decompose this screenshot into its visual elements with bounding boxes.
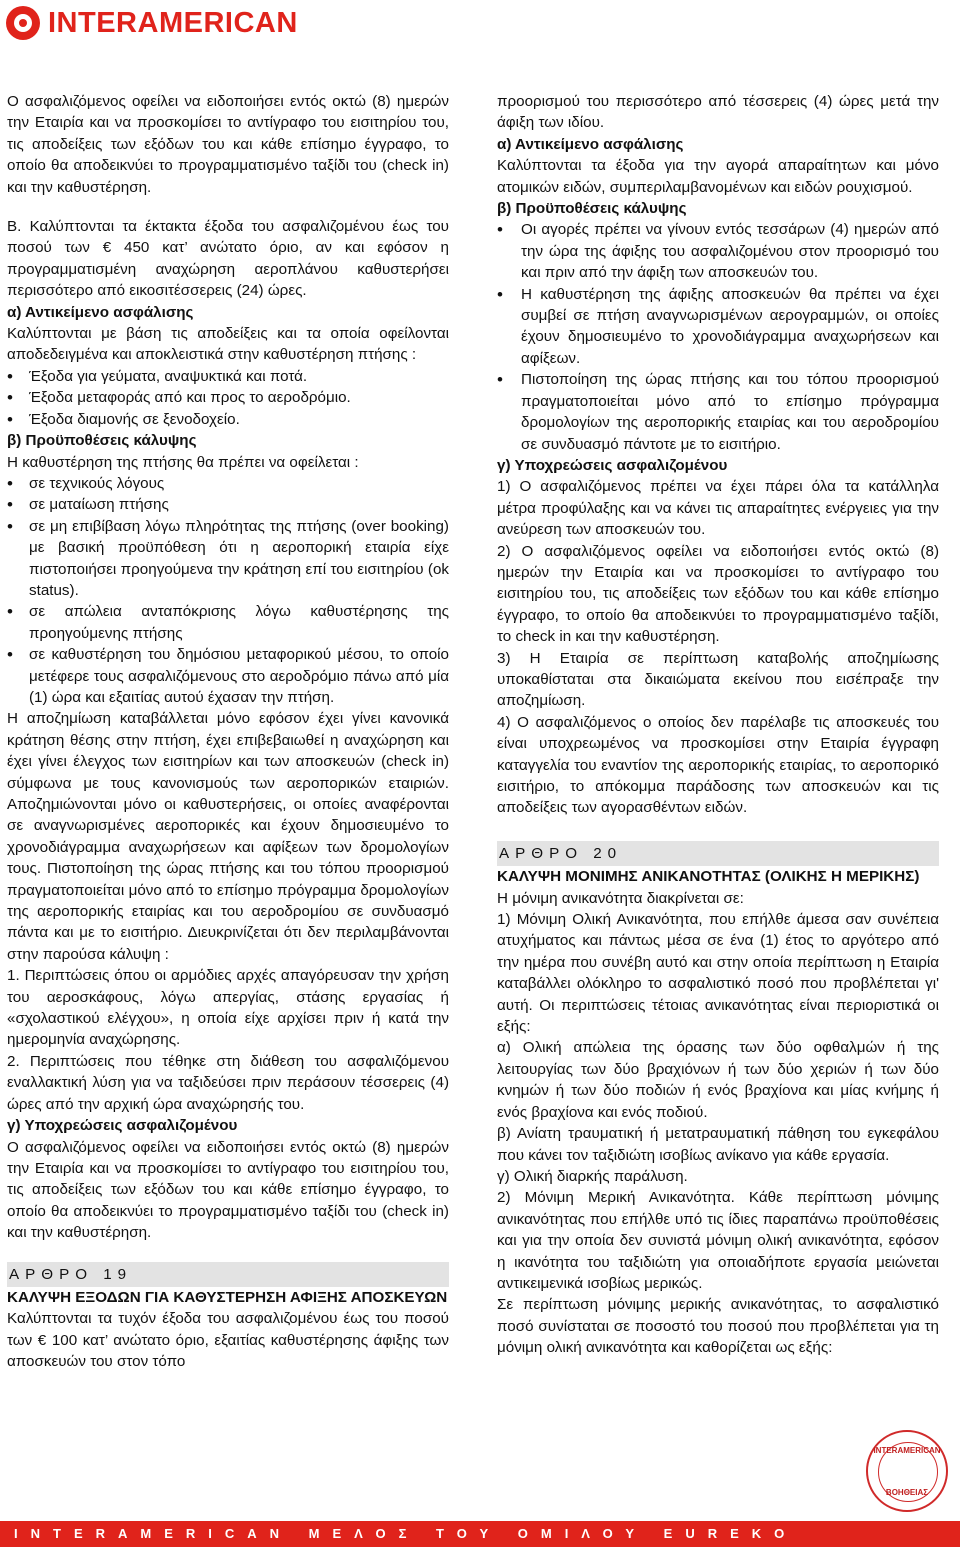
paragraph: 2. Περιπτώσεις που τέθηκε στη διάθεση του ασφαλιζόμενου εναλλακτική λύση για να ταξιδεύσει πριν περάσουν τέσσερεις (4) ώρες από την αρχική ώρα αναχώρησής του. [7,1052,449,1113]
seal-bottom-text: ΒΟΗΘΕΙΑΣ [885,1488,929,1497]
right-column [497,91,939,1359]
seal-top-text: INTERAMERICAN [873,1446,941,1455]
logo-text: INTERAMERICAN [48,6,298,39]
paragraph: Σε περίπτωση μόνιμης μερικής ανικανότητας, το ασφαλιστικό ποσό συνίσταται σε ποσοστό του ποσού που προβλέπεται για τη μόνιμη ολική ανικανότητα και καθορίζεται ως εξής: [497,1296,939,1357]
paragraph: Η μόνιμη ανικανότητα διακρίνεται σε: [497,889,744,907]
paragraph: Ο ασφαλιζόμενος οφείλει να ειδοποιήσει εντός οκτώ (8) ημερών την Εταιρία και να προσκομίσει το αντίγραφο του εισιτηρίου του, τις αποδείξεις των εξόδων του και κάθε επίσημο έγγραφο, το οποίο θα αποδεικνύει το προγραμματισμένο ταξίδι του (check in) και την καθυστέρηση. [7,1138,449,1242]
list-item: • Έξοδα διαμονής σε ξενοδοχείο. [7,409,449,430]
section-heading: β) Προϋποθέσεις κάλυψης [497,200,687,218]
list-item: • σε τεχνικούς λόγους [7,473,449,494]
paragraph: 1) Μόνιμη Ολική Ανικανότητα, που επήλθε άμεσα σαν συνέπεια ατυχήματος και πάντως μέσα σε ένα (1) έτος το αργότερο από την ημέρα που συνέβη αυτό και στην οποία περίπτωση η Εταιρία καταβάλλει ολόκληρο το ασφαλιστικό ποσό που προβλέπεται γι' αυτή. Οι περιπτώσεις τέτοιας ανικανότητας είναι περιοριστικά οι εξής: [497,911,939,1036]
list-item: • σε ματαίωση πτήσης [7,494,449,515]
paragraph: Καλύπτονται τα τυχόν έξοδα του ασφαλιζομένου έως του ποσού των € 100 κατ’ ανώτατο όριο, εξαιτίας καθυστέρησης άφιξης των αποσκευών του στον τόπο [7,1310,449,1371]
paragraph: Ο ασφαλιζόμενος οφείλει να ειδοποιήσει εντός οκτώ (8) ημερών την Εταιρία και να προσκομίσει το αντίγραφο του εισιτηρίου του, τις αποδείξεις των εξόδων του και κάθε επίσημο έγγραφο, το οποίο θα αποδεικνύει το προγραμματισμένο ταξίδι του (check in) και την καθυστέρηση. [7,93,449,196]
bullet-list [7,366,449,430]
list-item: • Έξοδα για γεύματα, αναψυκτικά και ποτά. [7,366,449,387]
paragraph: Καλύπτονται με βάση τις αποδείξεις και τα οποία οφείλονται αποδεδειγμένα και αποκλειστικά στην καθυστέρηση πτήσης : [7,325,449,364]
paragraph: Η αποζημίωση καταβάλλεται μόνο εφόσον έχει γίνει κανονικά κράτηση θέσης στην πτήση, έχει επιβεβαιωθεί η αναχώρηση και έχει γίνει έλεγχος των εισιτηρίων και των αποσκευών (check in) σύμφωνα με τους κανονισμούς των αεροπορικών εταιριών. Αποζημιώνονται μόνο οι καθυστερήσεις, οι οποίες αναφέρονται σε αναγνωρισμένες αεροπορικές και έχουν δημοσιευμένο το χρονοδιάγραμμα αναχωρήσεων και αφίξεων των δρομολογίων τους. Πιστοποίηση της ώρας πτήσης και του τόπου προορισμού πραγματοποιείται μόνο από το επίσημο πρόγραμμα δρομολογίων της αεροπορικής εταιρίας και του αεροδρομίου σε συνδυασμό πάντα και με το εισιτήριο. Διευκρινίζεται ότι δεν περιλαμβάνονται στην παρούσα κάλυψη : [7,710,449,963]
list-item: • σε καθυστέρηση του δημόσιου μεταφορικού μέσου, το οποίο μετέφερε τους ασφαλιζόμενους στο αεροδρόμιο πάνω από μία (1) ώρα και εξαιτίας αυτού έχασαν την πτήση. [7,644,449,708]
paragraph: Καλύπτονται τα έξοδα για την αγορά απαραίτητων και μόνο ατομικών ειδών, συμπεριλαμβανομένων και ειδών ρουχισμού. [497,157,939,196]
list-item: • Πιστοποίηση της ώρας πτήσης και του τόπου προορισμού πραγματοποιείται μόνο από το επίσημο πρόγραμμα δρομολογίων της αεροπορικής εταιρίας και του αεροδρομίου σε συνδυασμό πάντοτε με το εισιτήριο. [497,369,939,455]
paragraph: Η καθυστέρηση της πτήσης θα πρέπει να οφείλεται : [7,453,359,471]
section-heading: γ) Υποχρεώσεις ασφαλιζομένου [7,1117,238,1135]
paragraph: γ) Ολική διαρκής παράλυση. [497,1167,688,1185]
section-heading: α) Αντικείμενο ασφάλισης [7,303,194,321]
company-logo [6,6,298,40]
logo-mark-icon [6,6,40,40]
paragraph: 2) Ο ασφαλιζόμενος οφείλει να ειδοποιήσει εντός οκτώ (8) ημερών την Εταιρία και να προσκομίσει το αντίγραφο του εισιτηρίου του, τις αποδείξεις των εξόδων του και κάθε επίσημο έγγραφο, το οποίο θα αποδεικνύει το προγραμματισμένο ταξίδι, το check in και την καθυστέρηση. [497,542,939,646]
paragraph: προορισμού του περισσότερο από τέσσερεις (4) ώρες μετά την άφιξη των ιδίου. [497,93,939,132]
paragraph: 2) Μόνιμη Μερική Ανικανότητα. Κάθε περίπτωση μόνιμης ανικανότητας που επήλθε υπό τις ίδιες παραπάνω προϋποθέσεις και για την οποία δεν συνιστά μόνιμη ολική ανικανότητα, εφόσον η ικανότητα του ταξιδιώτη για οποιαδήποτε εργασία μειώνεται αντικειμενικά ισοβίως μερικώς. [497,1189,939,1292]
paragraph: 1) Ο ασφαλιζόμενος πρέπει να έχει πάρει όλα τα κατάλληλα μέτρα προφύλαξης και να κάνει τις απαραίτητες ενέργειες για την ανεύρεση των αποσκευών του. [497,478,939,539]
list-item: • Έξοδα μεταφοράς από και προς το αεροδρόμιο. [7,387,449,408]
article-title: ΚΑΛΥΨΗ ΕΞΟΔΩΝ ΓΙΑ ΚΑΘΥΣΤΕΡΗΣΗ ΑΦΙΞΗΣ ΑΠΟΣΚΕΥΩΝ [7,1288,448,1306]
list-item: • Οι αγορές πρέπει να γίνουν εντός τεσσάρων (4) ημερών από την ώρα της άφιξης του ασφαλιζομένου στον προορισμό του και πριν από την άφιξη των αποσκευών του. [497,219,939,283]
bullet-list [7,473,449,708]
section-heading: α) Αντικείμενο ασφάλισης [497,135,684,153]
article-label: ΑΡΘΡΟ 20 [497,841,939,866]
bullet-list [497,219,939,454]
list-item: • Η καθυστέρηση της άφιξης αποσκευών θα πρέπει να έχει συμβεί σε πτήση αναγνωρισμένων αερογραμμών, οι οποίες έχουν δημοσιευμένο το χρονοδιάγραμμα αναχωρήσεων και αφίξεων. [497,284,939,370]
list-item: • σε απώλεια ανταπόκρισης λόγω καθυστέρησης της προηγούμενης πτήσης [7,601,449,644]
paragraph: 4) Ο ασφαλιζόμενος ο οποίος δεν παρέλαβε τις αποσκευές του είναι υποχρεωμένος να προσκομίσει στην Εταιρία έγγραφη καταγγελία του εναντίον της αεροπορικής εταιρίας, το αεροπορικό εισιτήριο, το απόκομμα παράδοσης των αποσκευών και τις αποδείξεις των αγορασθέντων ειδών. [497,713,939,817]
article-title: ΚΑΛΥΨΗ ΜΟΝΙΜΗΣ ΑΝΙΚΑΝΟΤΗΤΑΣ (ΟΛΙΚΗΣ Η ΜΕΡΙΚΗΣ) [497,868,920,886]
assistance-seal-icon [866,1430,948,1512]
paragraph: 1. Περιπτώσεις όπου οι αρμόδιες αρχές απαγόρευσαν την χρήση του αεροσκάφους, λόγω απεργίας, στάσης εργασίας ή «σχολαστικού ελέγχου», η οποία είχε αρχίσει πριν ή κατά την ημερομηνία αναχώρησης. [7,967,449,1049]
section-heading: β) Προϋποθέσεις κάλυψης [7,432,197,450]
paragraph: 3) Η Εταιρία σε περίπτωση καταβολής αποζημίωσης υποκαθίσταται στα δικαιώματα εκείνου που εισέπραξε την αποζημίωση. [497,649,939,710]
footer-bar: INTERAMERICAN ΜΕΛΟΣ ΤΟΥ ΟΜΙΛΟΥ EUREKO [0,1521,960,1547]
section-heading: γ) Υποχρεώσεις ασφαλιζομένου [497,456,728,474]
paragraph: α) Ολική απώλεια της όρασης των δύο οφθαλμών ή της λειτουργίας των δύο βραχιόνων ή των δύο χεριών ή των δύο κνημών ή των δύο ποδιών ή ενός βραχίονα και μίας κνήμης ή ενός βραχίονα και ενός ποδιού. [497,1039,939,1121]
left-column [7,91,449,1373]
article-label: ΑΡΘΡΟ 19 [7,1262,449,1287]
list-item: • σε μη επιβίβαση λόγω πληρότητας της πτήσης (over booking) με βασική προϋπόθεση ότι η αεροπορική εταιρία είχε πιστοποιήσει προηγούμενα την κράτηση επί του εισιτηρίου (ok status). [7,516,449,602]
paragraph: Β. Καλύπτονται τα έκτακτα έξοδα του ασφαλιζομένου έως του ποσού των € 450 κατ’ ανώτατο όριο, αν και εφόσον η προγραμματισμένη αναχώρηση αεροπλάνου καθυστερήσει περισσότερο από εικοσιτέσσερεις (24) ώρες. [7,218,449,300]
paragraph: β) Ανίατη τραυματική ή μετατραυματική πάθηση του εγκεφάλου που κάνει τον ταξιδιώτη ισοβίως ανίκανο για κάθε εργασία. [497,1125,939,1164]
